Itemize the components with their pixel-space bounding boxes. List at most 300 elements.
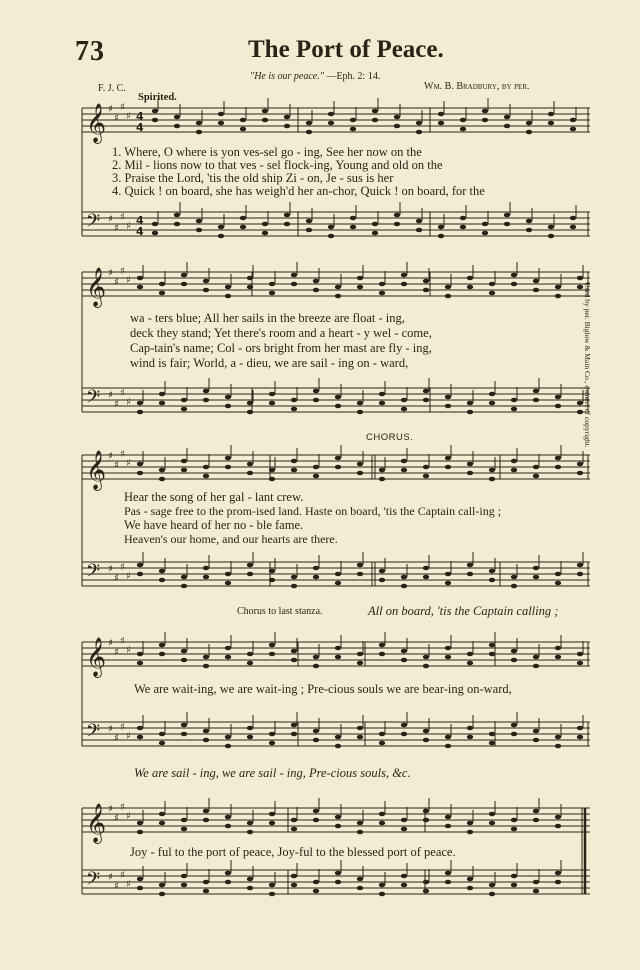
note-head bbox=[306, 228, 312, 233]
note-head bbox=[394, 124, 400, 129]
note-head bbox=[247, 886, 253, 891]
note-head bbox=[306, 121, 312, 126]
note-head bbox=[401, 732, 407, 737]
note-head bbox=[137, 726, 143, 731]
svg-text:♯: ♯ bbox=[114, 460, 119, 471]
note-head bbox=[284, 213, 290, 218]
note-head bbox=[247, 285, 253, 290]
note-head bbox=[372, 222, 378, 227]
note-head bbox=[401, 874, 407, 879]
note-head bbox=[225, 404, 231, 409]
note-head bbox=[313, 389, 319, 394]
note-head bbox=[489, 392, 495, 397]
note-head bbox=[313, 809, 319, 814]
note-head bbox=[335, 572, 341, 577]
note-head bbox=[570, 216, 576, 221]
svg-text:♯: ♯ bbox=[126, 458, 131, 469]
note-head bbox=[247, 572, 253, 577]
note-head bbox=[482, 222, 488, 227]
note-head bbox=[313, 566, 319, 571]
note-head bbox=[445, 572, 451, 577]
note-head bbox=[262, 118, 268, 123]
note-head bbox=[225, 294, 231, 299]
note-head bbox=[196, 121, 202, 126]
note-head bbox=[247, 563, 253, 568]
note-head bbox=[357, 563, 363, 568]
note-head bbox=[445, 456, 451, 461]
note-head bbox=[137, 877, 143, 882]
note-head bbox=[489, 468, 495, 473]
note-head bbox=[423, 465, 429, 470]
note-head bbox=[137, 821, 143, 826]
note-head bbox=[533, 279, 539, 284]
bass-clef-icon: 𝄢 bbox=[86, 211, 101, 236]
note-head bbox=[225, 646, 231, 651]
note-head bbox=[533, 398, 539, 403]
note-head bbox=[225, 824, 231, 829]
note-head bbox=[225, 456, 231, 461]
note-head bbox=[401, 584, 407, 589]
svg-text:♯: ♯ bbox=[120, 870, 125, 881]
note-head bbox=[401, 883, 407, 888]
svg-text:♯: ♯ bbox=[108, 104, 113, 115]
note-head bbox=[489, 732, 495, 737]
note-head bbox=[313, 729, 319, 734]
note-head bbox=[196, 219, 202, 224]
note-head bbox=[511, 732, 517, 737]
note-head bbox=[511, 398, 517, 403]
lyric-verse-2-line-2: deck they stand; Yet there's room and a heart - y wel - come, bbox=[130, 326, 432, 340]
note-head bbox=[445, 871, 451, 876]
note-head bbox=[401, 468, 407, 473]
note-head bbox=[137, 462, 143, 467]
note-head bbox=[203, 738, 209, 743]
note-head bbox=[269, 291, 275, 296]
note-head bbox=[159, 652, 165, 657]
note-head bbox=[313, 279, 319, 284]
note-head bbox=[379, 883, 385, 888]
note-head bbox=[152, 222, 158, 227]
note-head bbox=[247, 661, 253, 666]
last-stanza-lyric-line-1: We are sail - ing, we are sail - ing, Pre-cious souls, &c. bbox=[134, 766, 411, 780]
note-head bbox=[225, 572, 231, 577]
note-head bbox=[313, 288, 319, 293]
note-head bbox=[489, 477, 495, 482]
note-head bbox=[247, 652, 253, 657]
note-head bbox=[423, 880, 429, 885]
note-head bbox=[269, 282, 275, 287]
note-head bbox=[291, 398, 297, 403]
note-head bbox=[467, 877, 473, 882]
lyric-verse-3-line-2: Cap-tain's name; Col - ors bright from her mast are fly - ing, bbox=[130, 341, 432, 355]
note-head bbox=[379, 477, 385, 482]
svg-text:♯: ♯ bbox=[114, 113, 119, 124]
note-head bbox=[291, 883, 297, 888]
svg-text:♯: ♯ bbox=[108, 638, 113, 649]
note-head bbox=[269, 821, 275, 826]
note-head bbox=[489, 741, 495, 746]
svg-text:♯: ♯ bbox=[108, 804, 113, 815]
note-head bbox=[225, 880, 231, 885]
note-head bbox=[372, 109, 378, 114]
note-head bbox=[577, 462, 583, 467]
note-head bbox=[504, 115, 510, 120]
note-head bbox=[159, 821, 165, 826]
svg-text:4: 4 bbox=[136, 214, 144, 227]
note-head bbox=[423, 389, 429, 394]
chorus-lyric-line-1: We are wait-ing, we are wait-ing ; Pre-cious souls we are bear-ing on-ward, bbox=[134, 682, 512, 696]
note-head bbox=[181, 575, 187, 580]
lyric-verse-1-line-3: Hear the song of her gal - lant crew. bbox=[124, 490, 304, 504]
note-head bbox=[269, 883, 275, 888]
note-head bbox=[511, 407, 517, 412]
note-head bbox=[203, 575, 209, 580]
note-head bbox=[247, 830, 253, 835]
note-head bbox=[357, 462, 363, 467]
note-head bbox=[555, 655, 561, 660]
note-head bbox=[269, 578, 275, 583]
note-head bbox=[291, 649, 297, 654]
note-head bbox=[350, 127, 356, 132]
note-head bbox=[203, 655, 209, 660]
note-head bbox=[511, 282, 517, 287]
note-head bbox=[555, 646, 561, 651]
note-head bbox=[203, 474, 209, 479]
note-head bbox=[379, 282, 385, 287]
note-head bbox=[137, 276, 143, 281]
note-head bbox=[379, 812, 385, 817]
note-head bbox=[291, 827, 297, 832]
svg-text:𝄞: 𝄞 bbox=[86, 267, 107, 307]
svg-text:♯: ♯ bbox=[126, 811, 131, 822]
note-head bbox=[225, 655, 231, 660]
note-head bbox=[423, 809, 429, 814]
note-head bbox=[423, 655, 429, 660]
note-head bbox=[533, 889, 539, 894]
note-head bbox=[262, 231, 268, 236]
composer-credit: Wm. B. Bradbury, by per. bbox=[424, 81, 530, 92]
note-head bbox=[269, 812, 275, 817]
note-head bbox=[335, 871, 341, 876]
note-head bbox=[467, 401, 473, 406]
note-head bbox=[247, 735, 253, 740]
note-head bbox=[262, 222, 268, 227]
note-head bbox=[335, 395, 341, 400]
note-head bbox=[291, 459, 297, 464]
note-head bbox=[526, 121, 532, 126]
note-head bbox=[533, 880, 539, 885]
note-head bbox=[350, 118, 356, 123]
note-head bbox=[181, 732, 187, 737]
note-head bbox=[555, 456, 561, 461]
note-head bbox=[445, 744, 451, 749]
svg-text:♯: ♯ bbox=[108, 872, 113, 883]
scripture-epigraph bbox=[250, 71, 380, 82]
note-head bbox=[467, 726, 473, 731]
note-head bbox=[306, 219, 312, 224]
last-stanza-note: Chorus to last stanza. bbox=[237, 606, 323, 617]
note-head bbox=[181, 827, 187, 832]
note-head bbox=[482, 109, 488, 114]
scripture-reference: —Eph. 2: 14. bbox=[326, 71, 381, 82]
note-head bbox=[555, 572, 561, 577]
note-head bbox=[159, 812, 165, 817]
note-head bbox=[511, 723, 517, 728]
note-head bbox=[328, 121, 334, 126]
note-head bbox=[137, 661, 143, 666]
note-head bbox=[533, 575, 539, 580]
note-head bbox=[533, 738, 539, 743]
note-head bbox=[357, 285, 363, 290]
note-head bbox=[137, 563, 143, 568]
note-head bbox=[203, 389, 209, 394]
note-head bbox=[218, 112, 224, 117]
note-head bbox=[335, 456, 341, 461]
note-head bbox=[328, 112, 334, 117]
note-head bbox=[555, 285, 561, 290]
note-head bbox=[511, 459, 517, 464]
svg-text:𝄢: 𝄢 bbox=[86, 721, 101, 746]
note-head bbox=[467, 285, 473, 290]
note-head bbox=[240, 216, 246, 221]
note-head bbox=[423, 818, 429, 823]
note-head bbox=[467, 563, 473, 568]
hymn-title: The Port of Peace. bbox=[248, 36, 444, 63]
note-head bbox=[247, 401, 253, 406]
svg-text:𝄞: 𝄞 bbox=[86, 803, 107, 843]
lyric-verse-2-line-1: 2. Mil - lions now to that ves - sel flock-ing, Young and old on the bbox=[112, 158, 443, 172]
note-head bbox=[445, 815, 451, 820]
lyric-verse-2-line-3: Pas - sage free to the prom-ised land. Haste on board, 'tis the Captain call-ing ; bbox=[124, 504, 502, 518]
note-head bbox=[467, 276, 473, 281]
note-head bbox=[152, 109, 158, 114]
note-head bbox=[137, 471, 143, 476]
note-head bbox=[489, 569, 495, 574]
note-head bbox=[423, 474, 429, 479]
note-head bbox=[218, 121, 224, 126]
scripture-quote: "He is our peace." bbox=[250, 71, 324, 82]
note-head bbox=[335, 655, 341, 660]
note-head bbox=[350, 216, 356, 221]
note-head bbox=[533, 389, 539, 394]
svg-text:𝄢: 𝄢 bbox=[86, 561, 101, 586]
note-head bbox=[181, 282, 187, 287]
chorus-label: CHORUS. bbox=[366, 432, 414, 443]
lyric-verse-4-line-1: 4. Quick ! on board, she has weigh'd her an-chor, Quick ! on board, for the bbox=[112, 184, 485, 198]
note-head bbox=[416, 130, 422, 135]
lyric-verse-1-line-2: wa - ters blue; All her sails in the breeze are float - ing, bbox=[130, 311, 405, 325]
note-head bbox=[137, 735, 143, 740]
note-head bbox=[196, 130, 202, 135]
svg-text:♯: ♯ bbox=[120, 562, 125, 573]
note-head bbox=[269, 732, 275, 737]
note-head bbox=[533, 655, 539, 660]
svg-text:♯: ♯ bbox=[108, 451, 113, 462]
note-head bbox=[240, 225, 246, 230]
note-head bbox=[555, 815, 561, 820]
note-head bbox=[401, 818, 407, 823]
svg-text:♯: ♯ bbox=[126, 879, 131, 890]
note-head bbox=[511, 883, 517, 888]
note-head bbox=[423, 566, 429, 571]
note-head bbox=[489, 892, 495, 897]
note-head bbox=[489, 282, 495, 287]
svg-text:♯: ♯ bbox=[108, 724, 113, 735]
note-head bbox=[526, 130, 532, 135]
note-head bbox=[467, 471, 473, 476]
chorus-lyric-line-2: Joy - ful to the port of peace, Joy-ful to the blessed port of peace. bbox=[130, 845, 456, 859]
svg-text:♯: ♯ bbox=[120, 722, 125, 733]
note-head bbox=[401, 658, 407, 663]
note-head bbox=[284, 115, 290, 120]
note-head bbox=[350, 225, 356, 230]
note-head bbox=[570, 118, 576, 123]
note-head bbox=[291, 658, 297, 663]
note-head bbox=[423, 889, 429, 894]
note-head bbox=[577, 572, 583, 577]
note-head bbox=[511, 273, 517, 278]
svg-text:♯: ♯ bbox=[108, 214, 113, 225]
lyric-verse-4-line-3: Heaven's our home, and our hearts are there. bbox=[124, 532, 338, 546]
note-head bbox=[335, 285, 341, 290]
note-head bbox=[269, 569, 275, 574]
svg-text:♯: ♯ bbox=[120, 802, 125, 813]
svg-text:𝄢: 𝄢 bbox=[86, 869, 101, 894]
note-head bbox=[423, 398, 429, 403]
note-head bbox=[159, 477, 165, 482]
note-head bbox=[181, 584, 187, 589]
note-head bbox=[467, 830, 473, 835]
note-head bbox=[394, 222, 400, 227]
note-head bbox=[291, 874, 297, 879]
copyright-margin-note: Used by per. Biglow & Main Co., owners of copyright. bbox=[583, 282, 592, 448]
note-head bbox=[313, 398, 319, 403]
note-head bbox=[203, 729, 209, 734]
note-head bbox=[379, 401, 385, 406]
note-head bbox=[438, 112, 444, 117]
note-head bbox=[203, 566, 209, 571]
note-head bbox=[159, 892, 165, 897]
note-head bbox=[203, 818, 209, 823]
note-head bbox=[526, 219, 532, 224]
note-head bbox=[159, 732, 165, 737]
note-head bbox=[423, 288, 429, 293]
note-head bbox=[379, 643, 385, 648]
svg-text:♯: ♯ bbox=[126, 111, 131, 122]
svg-text:♯: ♯ bbox=[120, 212, 125, 223]
note-head bbox=[489, 291, 495, 296]
note-head bbox=[467, 661, 473, 666]
note-head bbox=[555, 880, 561, 885]
note-head bbox=[335, 404, 341, 409]
note-head bbox=[504, 124, 510, 129]
note-head bbox=[357, 401, 363, 406]
note-head bbox=[423, 738, 429, 743]
note-head bbox=[445, 735, 451, 740]
note-head bbox=[313, 575, 319, 580]
note-head bbox=[511, 649, 517, 654]
note-head bbox=[357, 410, 363, 415]
note-head bbox=[284, 222, 290, 227]
note-head bbox=[555, 824, 561, 829]
note-head bbox=[203, 880, 209, 885]
note-head bbox=[203, 288, 209, 293]
note-head bbox=[159, 578, 165, 583]
svg-text:♯: ♯ bbox=[108, 564, 113, 575]
note-head bbox=[445, 581, 451, 586]
note-head bbox=[511, 584, 517, 589]
note-head bbox=[196, 228, 202, 233]
note-head bbox=[401, 398, 407, 403]
note-head bbox=[313, 655, 319, 660]
note-head bbox=[577, 652, 583, 657]
note-head bbox=[291, 723, 297, 728]
note-head bbox=[291, 584, 297, 589]
note-head bbox=[225, 744, 231, 749]
svg-text:♯: ♯ bbox=[126, 397, 131, 408]
note-head bbox=[548, 234, 554, 239]
note-head bbox=[555, 581, 561, 586]
note-head bbox=[247, 462, 253, 467]
note-head bbox=[467, 462, 473, 467]
note-head bbox=[577, 661, 583, 666]
note-head bbox=[379, 732, 385, 737]
note-head bbox=[181, 883, 187, 888]
note-head bbox=[137, 830, 143, 835]
note-head bbox=[379, 569, 385, 574]
note-head bbox=[401, 723, 407, 728]
note-head bbox=[533, 809, 539, 814]
note-head bbox=[379, 892, 385, 897]
note-head bbox=[445, 880, 451, 885]
note-head bbox=[357, 821, 363, 826]
note-head bbox=[423, 664, 429, 669]
note-head bbox=[203, 889, 209, 894]
note-head bbox=[357, 471, 363, 476]
note-head bbox=[291, 407, 297, 412]
note-head bbox=[284, 124, 290, 129]
note-head bbox=[357, 726, 363, 731]
note-head bbox=[489, 578, 495, 583]
note-head bbox=[181, 398, 187, 403]
note-head bbox=[489, 821, 495, 826]
note-head bbox=[511, 468, 517, 473]
svg-text:♯: ♯ bbox=[108, 268, 113, 279]
svg-text:4: 4 bbox=[136, 121, 144, 134]
note-head bbox=[379, 741, 385, 746]
svg-text:♯: ♯ bbox=[120, 636, 125, 647]
note-head bbox=[159, 741, 165, 746]
note-head bbox=[401, 459, 407, 464]
note-head bbox=[489, 643, 495, 648]
note-head bbox=[159, 643, 165, 648]
note-head bbox=[379, 578, 385, 583]
treble-clef-icon: 𝄞 bbox=[86, 103, 107, 143]
note-head bbox=[313, 738, 319, 743]
note-head bbox=[328, 225, 334, 230]
note-head bbox=[460, 225, 466, 230]
svg-text:♯: ♯ bbox=[120, 266, 125, 277]
note-head bbox=[379, 821, 385, 826]
note-head bbox=[181, 468, 187, 473]
note-head bbox=[416, 121, 422, 126]
note-head bbox=[335, 815, 341, 820]
note-head bbox=[526, 228, 532, 233]
note-head bbox=[467, 821, 473, 826]
note-head bbox=[203, 279, 209, 284]
note-head bbox=[159, 392, 165, 397]
note-head bbox=[423, 575, 429, 580]
